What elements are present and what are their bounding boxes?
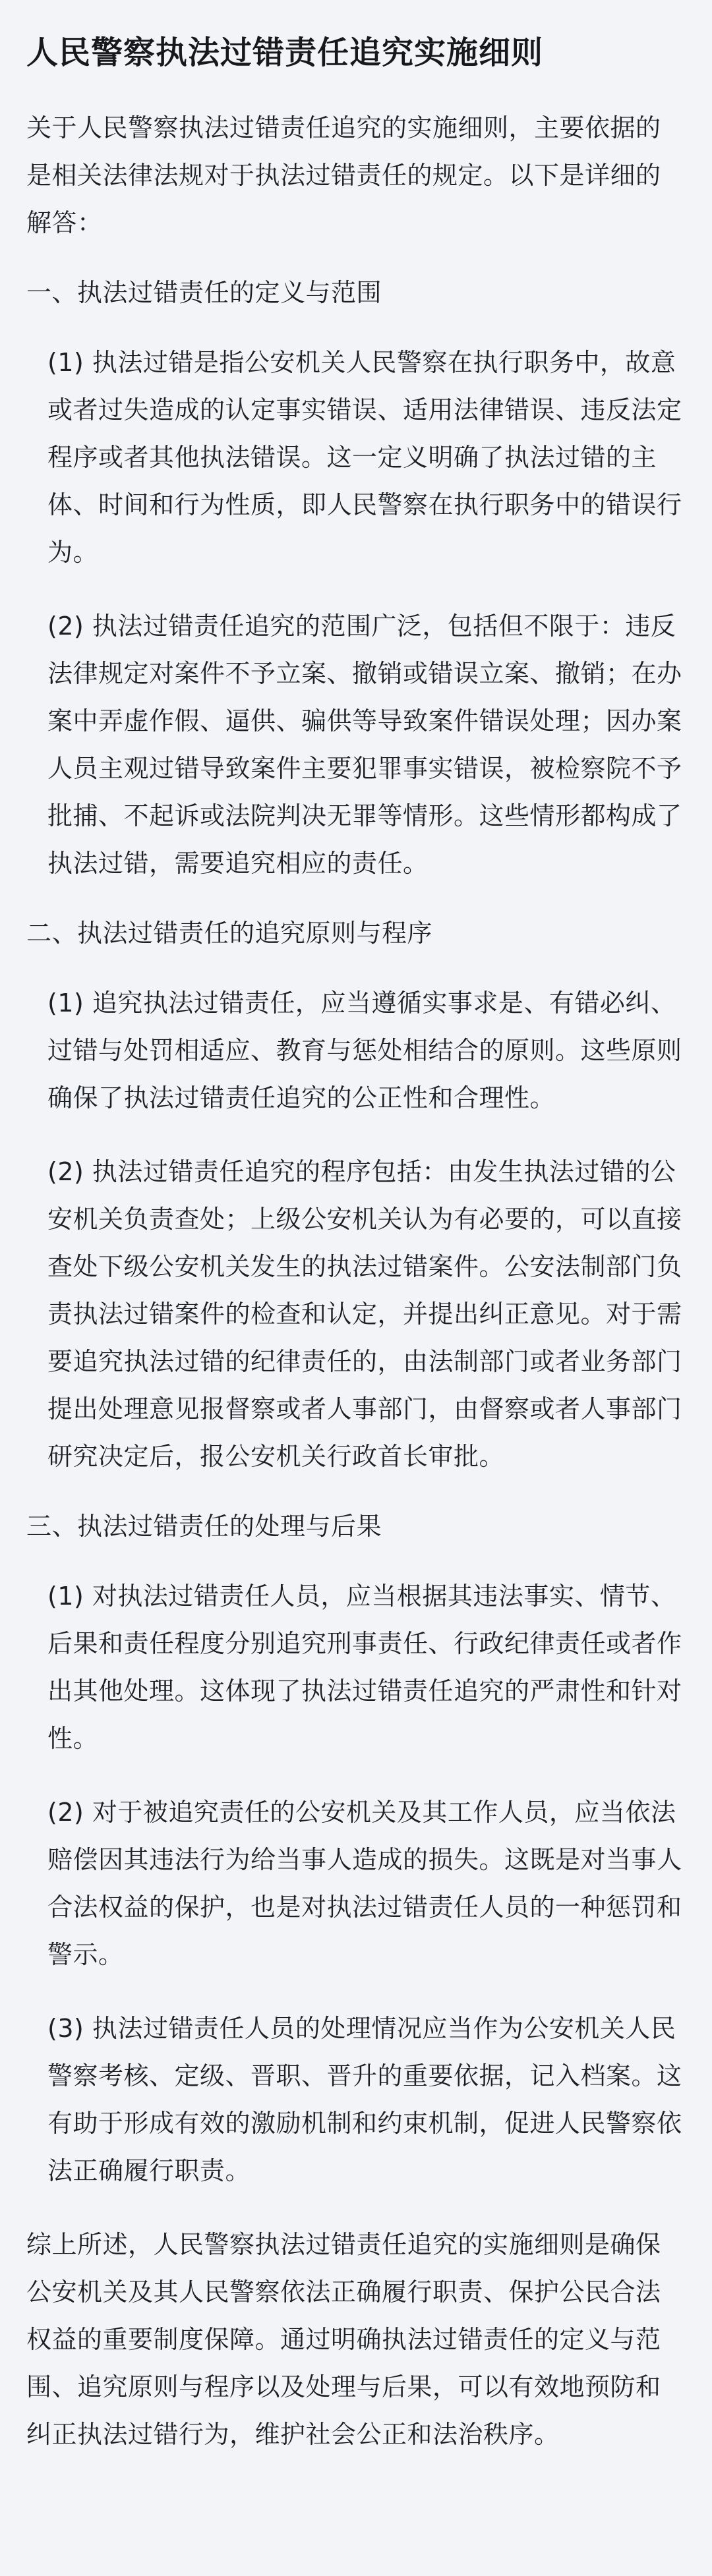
list-item: (3) 执法过错责任人员的处理情况应当作为公安机关人民警察考核、定级、晋职、晋升的重要依据，记入档案。这有助于形成有效的激励机制和约束机制，促进人民警察依法正确履行职责。 [47,2014,682,2185]
section-1 [26,273,686,887]
section-heading: 三、执法过错责任的处理与后果 [26,1512,382,1541]
list-item: (1) 对执法过错责任人员，应当根据其违法事实、情节、后果和责任程度分别追究刑事责任、行政纪律责任或者作出其他处理。这体现了执法过错责任追究的严肃性和针对性。 [47,1582,682,1753]
section-heading: 一、执法过错责任的定义与范围 [26,278,382,307]
list-item: (2) 执法过错责任追究的范围广泛，包括但不限于：违反法律规定对案件不予立案、撤销或错误立案、撤销；在办案中弄虚作假、逼供、骗供等导致案件错误处理；因办案人员主观过错导致案件主要犯罪事实错误，被检察院不予批捕、不起诉或法院判决无罪等情形。这些情形都构成了执法过错，需要追究相应的责任。 [47,612,682,878]
section-2 [26,913,686,1480]
list-item: (2) 对于被追究责任的公安机关及其工作人员，应当依法赔偿因其违法行为给当事人造成的损失。这既是对当事人合法权益的保护，也是对执法过错责任人员的一种惩罚和警示。 [47,1798,682,1969]
list-item: (2) 执法过错责任追究的程序包括：由发生执法过错的公安机关负责查处；上级公安机关认为有必要的，可以直接查处下级公安机关发生的执法过错案件。公安法制部门负责执法过错案件的检查和认定，并提出纠正意见。对于需要追究执法过错的纪律责任的，由法制部门或者业务部门提出处理意见报督察或者人事部门，由督察或者人事部门研究决定后，报公安机关行政首长审批。 [47,1157,682,1471]
intro-paragraph: 关于人民警察执法过错责任追究的实施细则，主要依据的是相关法律法规对于执法过错责任的规定。以下是详细的解答： [26,113,661,237]
list-item: (1) 执法过错是指公安机关人民警察在执行职务中，故意或者过失造成的认定事实错误、适用法律错误、违反法定程序或者其他执法错误。这一定义明确了执法过错的主体、时间和行为性质，即人民警察在执行职务中的错误行为。 [47,348,682,567]
page-title: 人民警察执法过错责任追究实施细则 [26,34,544,71]
list-item: (1) 追究执法过错责任，应当遵循实事求是、有错必纠、过错与处罚相适应、教育与惩处相结合的原则。这些原则确保了执法过错责任追究的公正性和合理性。 [47,988,682,1112]
conclusion-paragraph: 综上所述，人民警察执法过错责任追究的实施细则是确保公安机关及其人民警察依法正确履行职责、保护公民合法权益的重要制度保障。通过明确执法过错责任的定义与范围、追究原则与程序以及处理与后果，可以有效地预防和纠正执法过错行为，维护社会公正和法治秩序。 [26,2230,661,2449]
section-heading: 二、执法过错责任的追究原则与程序 [26,919,433,948]
section-3 [26,1506,686,2194]
